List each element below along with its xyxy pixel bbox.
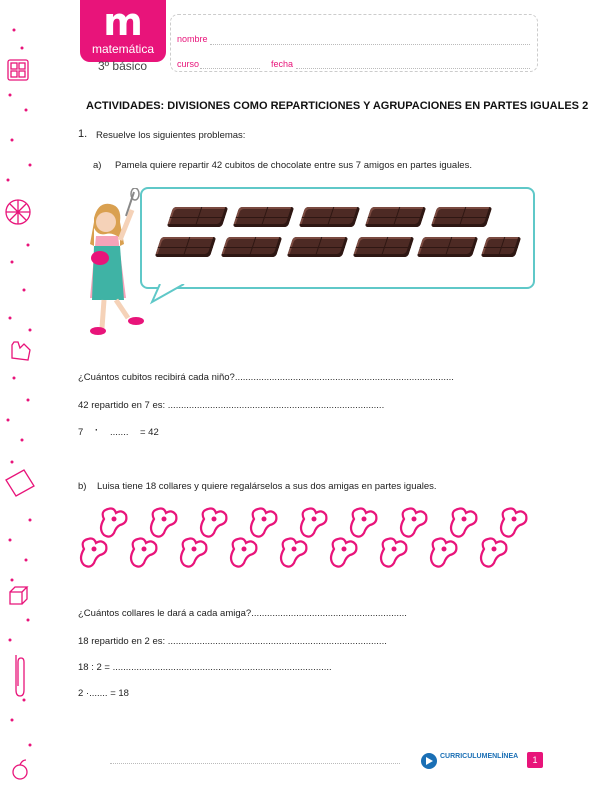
- chocolate-bar: [221, 237, 282, 257]
- chocolate-bar: [167, 207, 228, 227]
- name-line: [210, 44, 530, 45]
- margin-decoration: [0, 0, 40, 800]
- chocolate-bar: [353, 237, 414, 257]
- footer-brand: CURRICULUMENLÍNEA: [440, 753, 519, 760]
- necklace: [298, 505, 328, 539]
- question-instruction: Resuelve los siguientes problemas:: [96, 130, 246, 141]
- part-b-line1: 18 repartido en 2 es: ...................................................................................: [78, 636, 387, 647]
- part-b-line3: 2 ·....... = 18: [78, 688, 129, 699]
- part-a-line1: 42 repartido en 7 es: ..................................................................................: [78, 400, 385, 411]
- course-label: curso: [177, 59, 200, 69]
- necklace: [328, 535, 358, 569]
- question-number: 1.: [78, 128, 88, 140]
- necklace: [278, 535, 308, 569]
- necklace: [178, 535, 208, 569]
- logo-subject: matemática: [91, 42, 155, 56]
- necklace: [228, 535, 258, 569]
- course-line: [200, 68, 260, 69]
- part-a-line2-left: 7: [78, 427, 84, 438]
- subject-logo: [80, 0, 166, 62]
- page-number: 1: [527, 752, 543, 768]
- necklace: [378, 535, 408, 569]
- necklace: [78, 535, 108, 569]
- chocolate-bar: [299, 207, 360, 227]
- grade-label: 3º básico: [98, 59, 148, 73]
- bubble-tail: [140, 280, 190, 310]
- date-line: [296, 68, 530, 69]
- part-a-question: ¿Cuántos cubitos recibirá cada niño?...................................................................................: [78, 372, 454, 383]
- necklace: [478, 535, 508, 569]
- necklace: [448, 505, 478, 539]
- chocolate-bar: [431, 207, 492, 227]
- necklace: [128, 535, 158, 569]
- footer-line: [110, 763, 400, 764]
- logo-letter: m: [103, 0, 143, 44]
- necklace: [98, 505, 128, 539]
- part-b-text: Luisa tiene 18 collares y quiere regalárselos a sus dos amigas en partes iguales.: [97, 481, 437, 492]
- part-a-label: a): [93, 160, 102, 171]
- part-a-line2-blank: .......: [110, 427, 129, 438]
- chocolate-bar: [233, 207, 294, 227]
- necklace: [398, 505, 428, 539]
- necklace: [248, 505, 278, 539]
- student-info-box: [170, 14, 538, 72]
- name-label: nombre: [177, 34, 208, 44]
- chocolate-bar: [287, 237, 348, 257]
- page-title: ACTIVIDADES: DIVISIONES COMO REPARTICIONES Y AGRUPACIONES EN PARTES IGUALES 2: [86, 100, 589, 112]
- necklace: [198, 505, 228, 539]
- part-a-line2-right: = 42: [140, 427, 159, 438]
- part-a-line2-operator: ·: [95, 425, 99, 436]
- chocolate-bar: [365, 207, 426, 227]
- part-a-text: Pamela quiere repartir 42 cubitos de chocolate entre sus 7 amigos en partes iguales.: [115, 160, 472, 171]
- date-label: fecha: [271, 59, 294, 69]
- necklace: [498, 505, 528, 539]
- part-b-line2: 18 : 2 = ...................................................................................: [78, 662, 332, 673]
- curriculum-logo-icon: [420, 752, 438, 770]
- necklace: [428, 535, 458, 569]
- chocolate-bar: [481, 237, 521, 257]
- necklace: [148, 505, 178, 539]
- chocolate-bar: [417, 237, 478, 257]
- part-b-label: b): [78, 481, 87, 492]
- chocolate-bar: [155, 237, 216, 257]
- part-b-question: ¿Cuántos collares le dará a cada amiga?...........................................................: [78, 608, 407, 619]
- necklace: [348, 505, 378, 539]
